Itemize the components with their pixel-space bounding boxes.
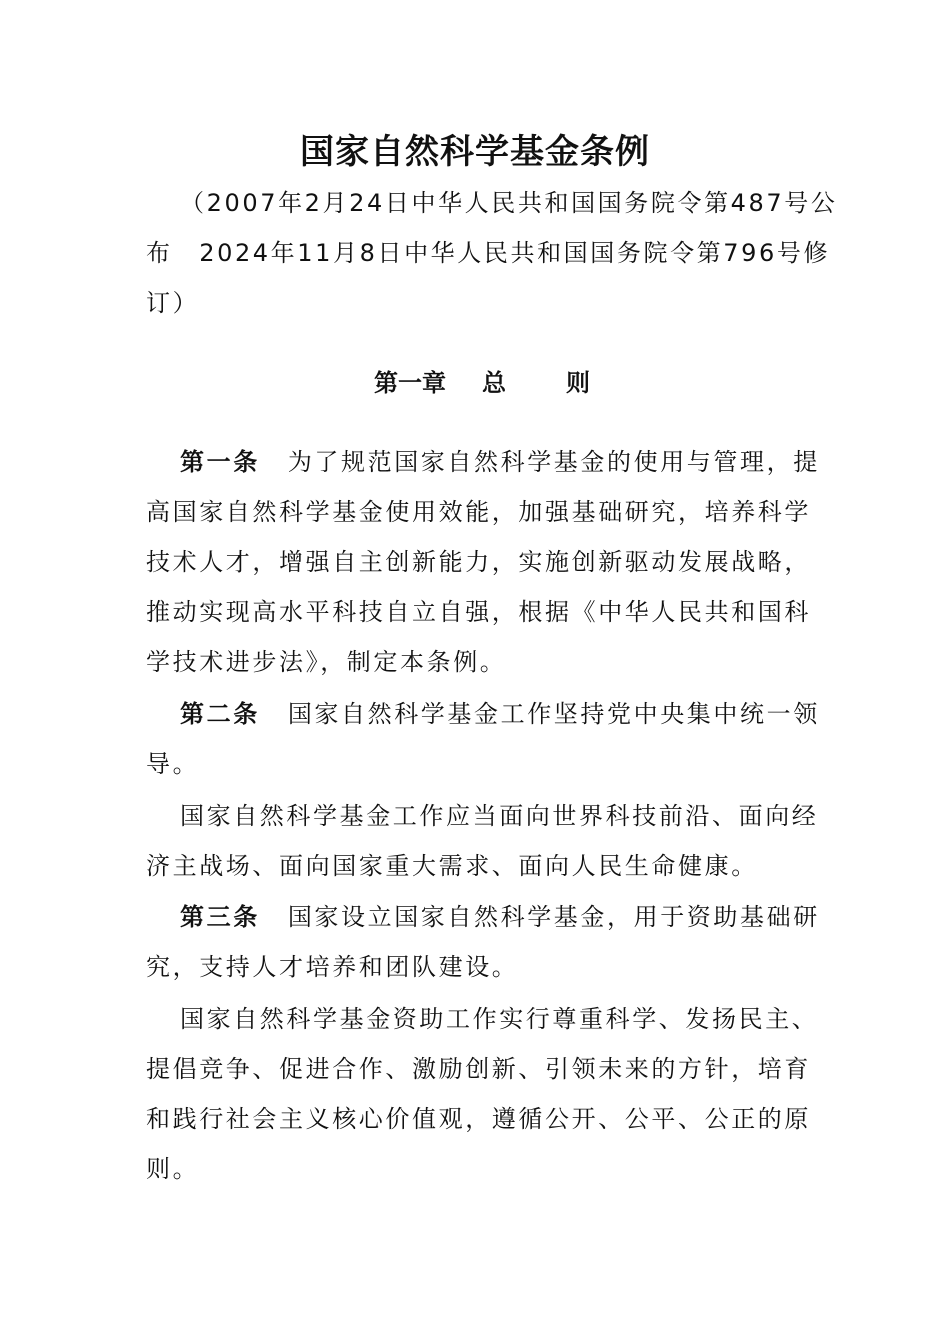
article-1-line-4: 推动实现高水平科技自立自强，根据《中华人民共和国科	[146, 598, 811, 626]
chapter-name-part1: 总	[482, 369, 506, 397]
article-2-para2-line-2: 济主战场、面向国家重大需求、面向人民生命健康。	[146, 852, 758, 880]
article-3-para2-line-2: 提倡竞争、促进合作、激励创新、引领未来的方针，培育	[146, 1055, 811, 1083]
article-1-line-2: 高国家自然科学基金使用效能，加强基础研究，培养科学	[146, 498, 811, 526]
article-2-label: 第二条	[180, 700, 260, 728]
article-3-para2-line-4: 则。	[146, 1155, 200, 1183]
chapter-name-part2: 则	[566, 369, 590, 397]
article-1-line-3: 技术人才，增强自主创新能力，实施创新驱动发展战略，	[146, 548, 811, 576]
article-3-text-1: 国家设立国家自然科学基金，用于资助基础研	[287, 903, 820, 931]
article-2-para2-line-1: 国家自然科学基金工作应当面向世界科技前沿、面向经	[180, 802, 819, 830]
promulgation-note-line-3: 订）	[146, 289, 200, 317]
article-1-label: 第一条	[180, 448, 260, 476]
promulgation-note-line-1: （2007年2月24日中华人民共和国国务院令第487号公	[180, 189, 838, 217]
article-3-para2-line-3: 和践行社会主义核心价值观，遵循公开、公平、公正的原	[146, 1105, 811, 1133]
article-2-line-1	[180, 697, 820, 731]
document-title: 国家自然科学基金条例	[300, 132, 650, 172]
article-2-text-1: 国家自然科学基金工作坚持党中央集中统一领	[287, 700, 820, 728]
article-1-text-1: 为了规范国家自然科学基金的使用与管理，提	[287, 448, 820, 476]
promulgation-note-line-2: 布 2024年11月8日中华人民共和国国务院令第796号修	[146, 239, 831, 267]
article-1-line-5: 学技术进步法》，制定本条例。	[146, 648, 507, 676]
article-1-line-1	[180, 445, 820, 479]
chapter-heading	[374, 366, 590, 400]
article-3-para2-line-1: 国家自然科学基金资助工作实行尊重科学、发扬民主、	[180, 1005, 819, 1033]
article-3-line-1	[180, 900, 820, 934]
chapter-number: 第一章	[374, 369, 446, 397]
article-3-line-2: 究，支持人才培养和团队建设。	[146, 953, 519, 981]
article-2-line-2: 导。	[146, 750, 200, 778]
article-3-label: 第三条	[180, 903, 260, 931]
